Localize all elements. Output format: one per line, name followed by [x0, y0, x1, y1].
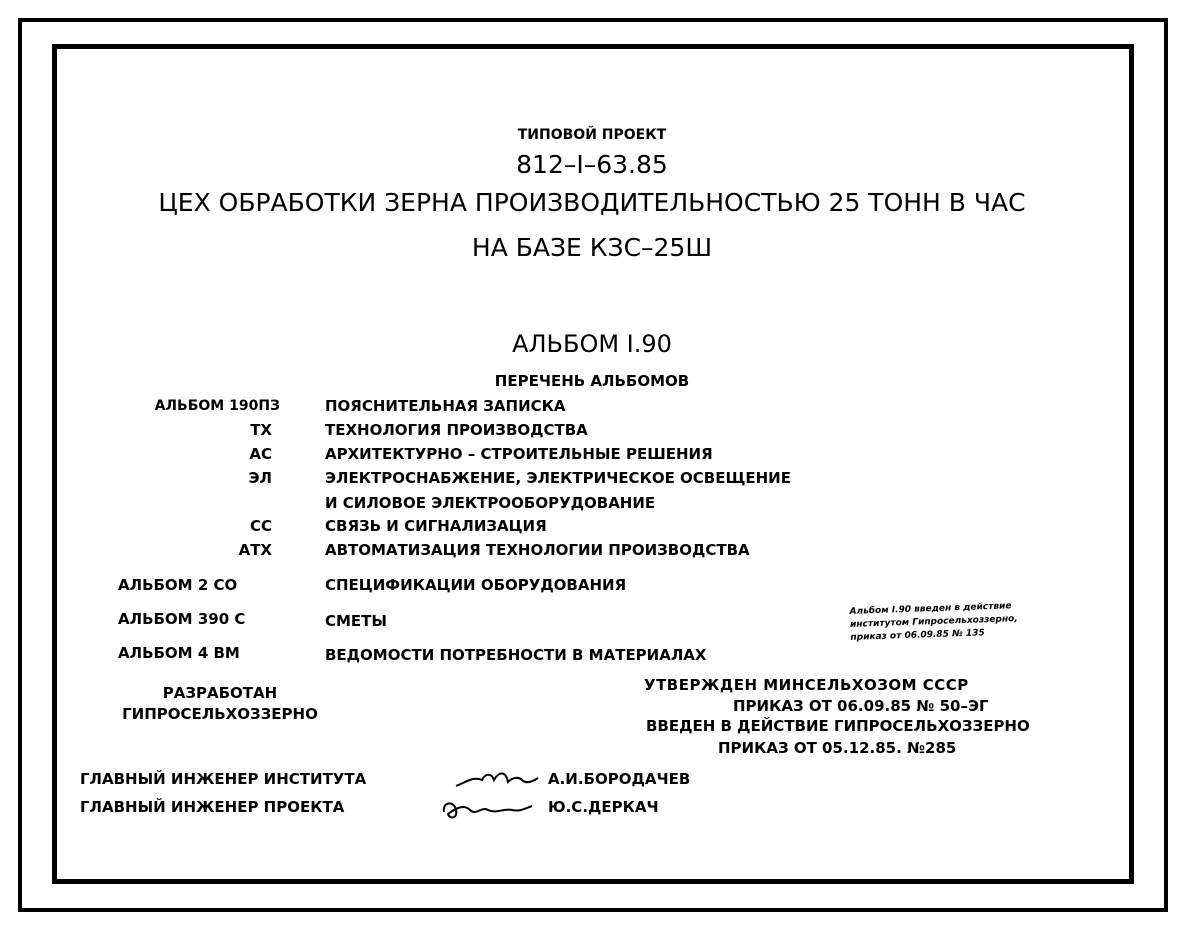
- signature-scribble-icon: [452, 766, 542, 792]
- album-row-name: ВЕДОМОСТИ ПОТРЕБНОСТИ В МАТЕРИАЛАХ: [325, 646, 707, 664]
- album-row-name: ПОЯСНИТЕЛЬНАЯ ЗАПИСКА: [325, 397, 566, 415]
- album-row-code: АЛЬБОМ 4 ВМ: [118, 644, 240, 662]
- album-row-name: СМЕТЫ: [325, 612, 387, 630]
- handwritten-note-line: Альбом I.90 введен в действие: [849, 601, 1012, 617]
- approved-by: УТВЕРЖДЕН МИНСЕЛЬХОЗОМ СССР: [644, 676, 969, 694]
- signature-role: ГЛАВНЫЙ ИНЖЕНЕР ИНСТИТУТА: [80, 770, 367, 788]
- enacted-by: ВВЕДЕН В ДЕЙСТВИЕ ГИПРОСЕЛЬХОЗЗЕРНО: [646, 717, 1030, 735]
- approval-order-1: ПРИКАЗ ОТ 06.09.85 № 50–ЭГ: [733, 697, 989, 715]
- album-row-name: И СИЛОВОЕ ЭЛЕКТРООБОРУДОВАНИЕ: [325, 494, 656, 512]
- album-row-code: СС: [249, 517, 272, 535]
- album-row-code: АТХ: [238, 541, 272, 559]
- album-row-code: ТХ: [250, 421, 272, 439]
- album-row-code: АЛЬБОМ 390 С: [118, 610, 246, 628]
- project-number: 812–I–63.85: [516, 150, 668, 179]
- album-row-code: АС: [249, 445, 272, 463]
- developer-label: РАЗРАБОТАН: [162, 684, 278, 702]
- album-row-code: АЛЬБОМ 2 СО: [118, 576, 238, 594]
- type-label: ТИПОВОЙ ПРОЕКТ: [517, 127, 667, 143]
- album-list-title: ПЕРЕЧЕНЬ АЛЬБОМОВ: [494, 372, 690, 390]
- album-row-name: ЭЛЕКТРОСНАБЖЕНИЕ, ЭЛЕКТРИЧЕСКОЕ ОСВЕЩЕНИЕ: [325, 469, 791, 487]
- signature-scribble-icon: [438, 794, 538, 824]
- album-title: АЛЬБОМ I.90: [512, 330, 672, 358]
- approval-order-2: ПРИКАЗ ОТ 05.12.85. №285: [718, 739, 957, 757]
- title-line-1: ЦЕХ ОБРАБОТКИ ЗЕРНА ПРОИЗВОДИТЕЛЬНОСТЬЮ 25 ТОНН В ЧАС: [158, 188, 1026, 217]
- developer-org: ГИПРОСЕЛЬХОЗЗЕРНО: [122, 705, 318, 723]
- album-row-name: СПЕЦИФИКАЦИИ ОБОРУДОВАНИЯ: [325, 576, 627, 594]
- signature-role: ГЛАВНЫЙ ИНЖЕНЕР ПРОЕКТА: [80, 798, 345, 816]
- title-line-2: НА БАЗЕ КЗС–25Ш: [471, 233, 713, 262]
- handwritten-note-line: институтом Гипросельхоззерно,: [849, 614, 1018, 630]
- handwritten-note: [849, 600, 1018, 645]
- album-row-code: ЭЛ: [248, 469, 272, 487]
- signature-name: А.И.БОРОДАЧЕВ: [548, 770, 691, 788]
- album-row-name: СВЯЗЬ И СИГНАЛИЗАЦИЯ: [325, 517, 547, 535]
- album-row-name: ТЕХНОЛОГИЯ ПРОИЗВОДСТВА: [325, 421, 588, 439]
- handwritten-note-line: приказ от 06.09.85 № 135: [850, 628, 985, 643]
- album-row-name: АВТОМАТИЗАЦИЯ ТЕХНОЛОГИИ ПРОИЗВОДСТВА: [325, 541, 750, 559]
- album-row-name: АРХИТЕКТУРНО – СТРОИТЕЛЬНЫЕ РЕШЕНИЯ: [325, 445, 713, 463]
- signature-name: Ю.С.ДЕРКАЧ: [548, 798, 659, 816]
- album-row-code: АЛЬБОМ 190ПЗ: [154, 398, 280, 414]
